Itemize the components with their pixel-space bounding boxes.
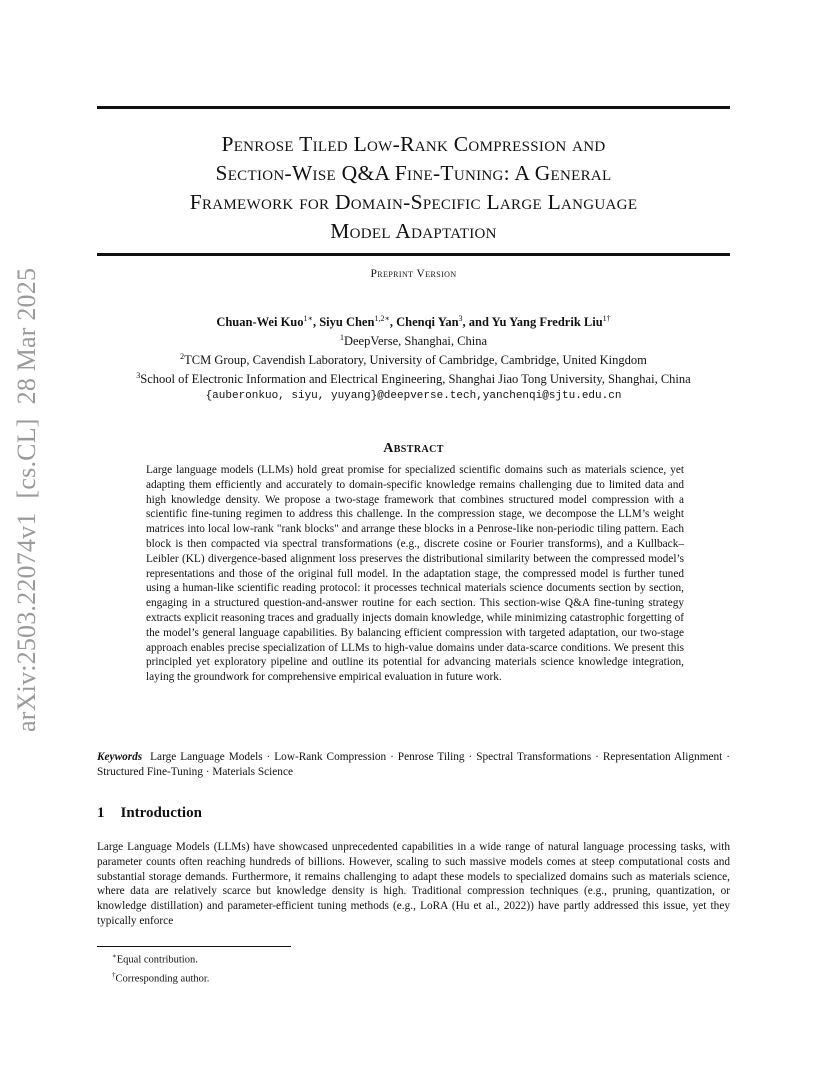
keywords-block [97, 750, 730, 780]
introduction-paragraph: Large Language Models (LLMs) have showcased unprecedented capabilities in a wide range of natural language processing tasks, with parameter counts often reaching hundreds of billions. However, scaling to such massive models comes at steep computational costs and substantial storage demands. Furthermore, it remains challenging to adapt these models to specialized domains such as materials science, where data are relatively scarce but knowledge density is high. Traditional compression techniques (e.g., pruning, quantization, or knowledge distillation) and parameter-efficient tuning methods (e.g., LoRA (Hu et al., 2022)) have partly addressed this issue, yet they typically enforce [97, 841, 730, 927]
affiliation-3 [97, 368, 730, 387]
affiliation-2 [97, 349, 730, 368]
section-title-text: Introduction [120, 805, 202, 821]
author-emails: {auberonkuo, siyu, yuyang}@deepverse.tech,yanchenqi@sjtu.edu.cn [205, 389, 622, 402]
author-separator: , [389, 315, 397, 330]
footnote-1-text: Equal contribution. [116, 954, 198, 966]
author-3-sup: 3 [458, 314, 463, 323]
footnote-2-mark: † [112, 971, 116, 979]
author-4: Yu Yang Fredrik Liu [491, 315, 603, 330]
author-1: Chuan-Wei Kuo [216, 315, 304, 330]
author-2-sup: 1,2∗ [374, 314, 390, 323]
footnote-2-text: Corresponding author. [115, 973, 210, 985]
preprint-label: Preprint Version [370, 268, 457, 280]
title-line-4: Model Adaptation [330, 219, 497, 243]
arxiv-date: 28 Mar 2025 [12, 267, 41, 405]
affiliation-3-text: School of Electronic Information and Electrical Engineering, Shanghai Jiao Tong University, Shanghai, China [140, 372, 691, 387]
affiliation-1-sup: 1 [339, 333, 344, 343]
author-1-sup: 1∗ [303, 314, 313, 323]
title-line-3: Framework for Domain-Specific Large Language [189, 190, 638, 214]
arxiv-category: [cs.CL] [12, 418, 41, 499]
author-separator: , [312, 315, 320, 330]
section-heading-introduction [97, 805, 202, 822]
author-3: Chenqi Yan [396, 315, 459, 330]
affiliation-2-sup: 2 [180, 352, 185, 362]
author-separator: , and [462, 315, 492, 330]
abstract-text: Large language models (LLMs) hold great promise for specialized scientific domains such as materials science, yet adapting them efficiently and accurately to domain-specific knowledge remains challenging due to limited data and high knowledge density. We propose a two-stage framework that combines structured model compression with a scientific fine-tuning regimen to address this challenge. In the compression stage, we decompose the LLM’s weight matrices into local low-rank "rank blocks" and arrange these blocks in a Penrose-like non-periodic tiling pattern. Each block is then compacted via spectral transformations (e.g., discrete cosine or Fourier transforms), and a Kullback–Leibler (KL) divergence-based alignment loss preserves the distributional similarity between the compressed model’s representations and those of the original full model. In the adaptation stage, the compressed model is further tuned using a human-like scientific reading protocol: it processes technical materials science documents section by section, engaging in a structured question-and-answer routine for each section. This section-wise Q&A fine-tuning strategy extracts explicit reasoning traces and gradually injects domain knowledge, while minimizing catastrophic forgetting of the model’s general language capabilities. By balancing efficient compression with targeted adaptation, our two-stage approach enables precise specialization of LLMs to high-value domains under data-scarce conditions. We present this principled yet exploratory pipeline and outline its potential for advancing materials science knowledge integration, laying the groundwork for comprehensive empirical evaluation in future work. [146, 464, 684, 684]
section-number: 1 [97, 805, 105, 821]
abstract-heading: Abstract [383, 441, 444, 456]
author-2: Siyu Chen [319, 315, 375, 330]
footnote-2 [112, 968, 209, 987]
paper-title [97, 130, 730, 246]
author-block [97, 311, 730, 404]
footnote-1-mark: ∗ [112, 952, 117, 960]
affiliation-1-text: DeepVerse, Shanghai, China [343, 334, 488, 349]
keywords-label: Keywords [97, 751, 143, 763]
title-line-1: Penrose Tiled Low-Rank Compression and [221, 132, 606, 156]
arxiv-stamp [12, 254, 42, 732]
affiliation-2-text: TCM Group, Cavendish Laboratory, University of Cambridge, Cambridge, United Kingdom [184, 353, 647, 368]
keywords-text: Large Language Models · Low-Rank Compression · Penrose Tiling · Spectral Transformations · Representation Alignment · Structured Fine-Tuning · Materials Science [97, 751, 730, 778]
title-top-rule [97, 106, 730, 109]
footnotes [112, 949, 209, 987]
author-names [97, 311, 730, 330]
arxiv-id: arXiv:2503.22074v1 [12, 512, 41, 732]
author-4-sup: 1† [602, 314, 611, 323]
title-line-2: Section-Wise Q&A Fine-Tuning: A General [215, 161, 612, 185]
footnote-1 [112, 949, 209, 968]
affiliation-3-sup: 3 [136, 371, 141, 381]
footnote-rule [97, 946, 291, 947]
title-bottom-rule [97, 253, 730, 256]
affiliation-1 [97, 330, 730, 349]
